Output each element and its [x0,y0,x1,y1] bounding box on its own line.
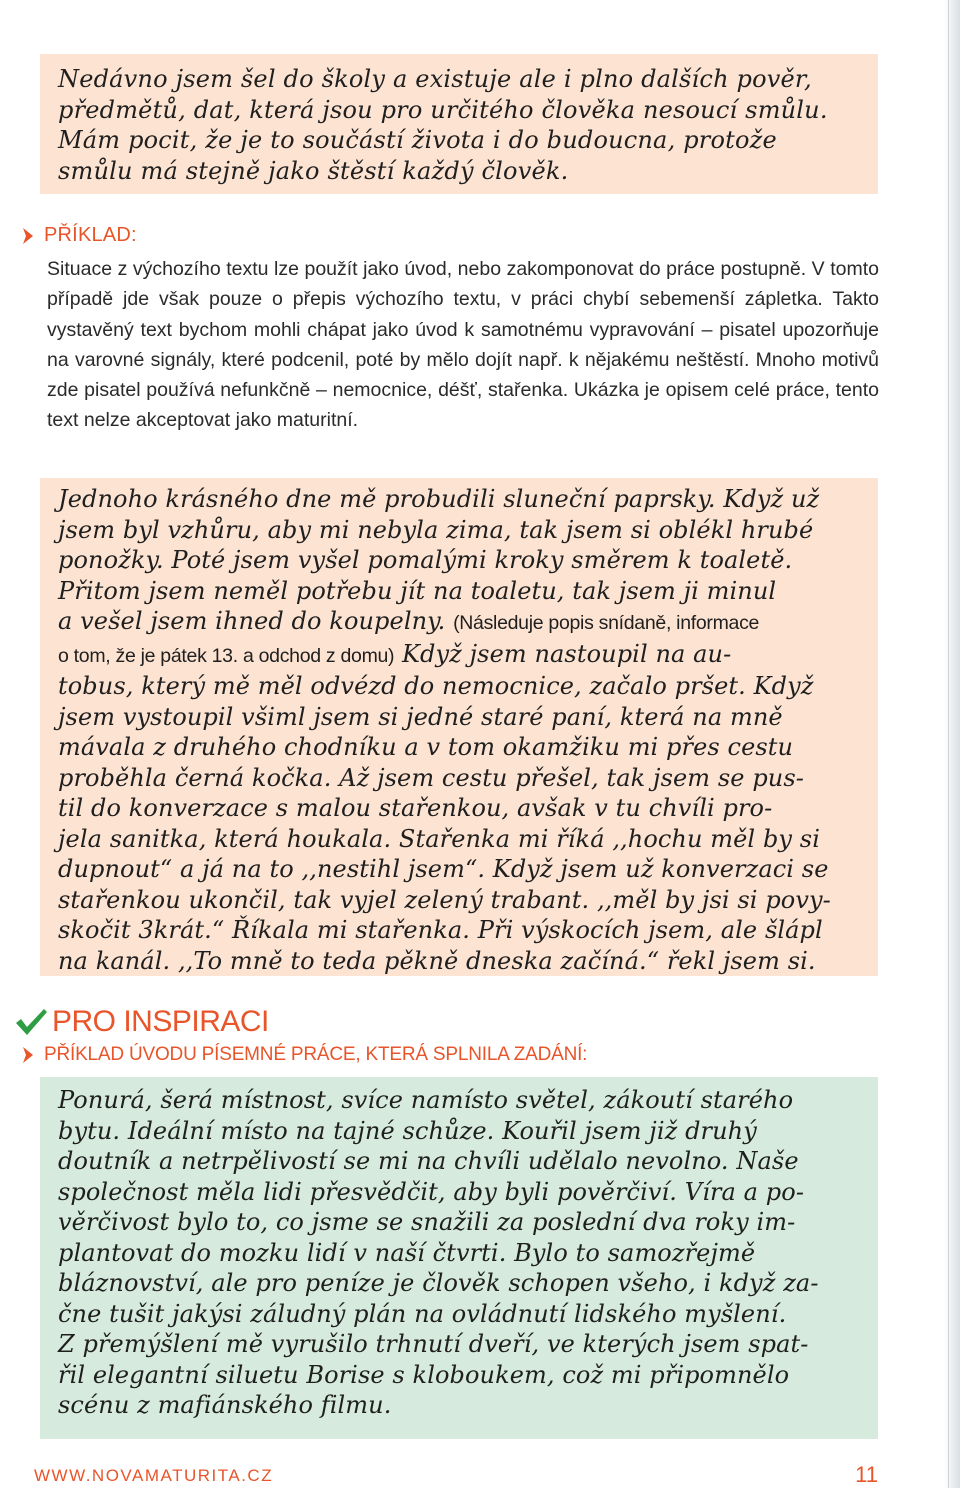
page-number: 11 [855,1462,878,1487]
story-part-1: Jednoho krásného dne mě probudili sluneční paprsky. Když už jsem byl vzhůru, aby mi nebyla zima, tak jsem si oblékl hrubé ponožky. Poté jsem vyšel pomalými kroky směrem k toaletě. Přitom jsem neměl potřebu jít na toaletu, tak jsem ji minul a vešel jsem ihned do koupelny. [58,485,820,635]
story-part-2: Když jsem nastoupil na au- tobus, který mě měl odvézd do nemocnice, začalo pršet. Když jsem vystoupil všiml jsem si jedné staré paní, která na mně mávala z druhého chodníku a v tom okamžiku mi přes cestu proběhla černá kočka. Až jsem cestu přešel, tak jsem se pus- til do konverzace s malou stařenkou, avšak v tu chvíli pro- jela sanitka, která houkala. Stařenka mi říká ,,hochu měl by si dupnout“ a já na to ,,nestihl jsem“. Když jsem už konverzaci se stařenkou ukončil, tak vyjel zelený trabant. ,,měl by jsi si povy- skočit 3krát.“ Říkala mi stařenka. Při výskocích jsem, ale šlápl na kanál. ,,To mně to teda pěkně dneska začíná.“ řekl jsem si. [58,639,831,975]
story-text-box [40,478,878,976]
story-text [58,484,860,976]
example-label [22,224,137,247]
intro-text: Nedávno jsem šel do školy a existuje ale i plno dalších pověr, předmětů, dat, která jsou pro určitého člověka nesoucí smůlu. Mám pocit, že je to součástí života i do budoucna, protože smůlu má stejně jako štěstí každý člověk. [58,65,828,185]
example-label-text: PŘÍKLAD: [44,224,137,246]
chevron-right-icon [22,1047,34,1063]
inspiration-text-box [40,1077,878,1439]
checkmark-icon [14,1007,48,1037]
inspiration-heading-text: PRO INSPIRACI [52,1005,269,1038]
inspiration-label-text: PŘÍKLAD ÚVODU PÍSEMNÉ PRÁCE, KTERÁ SPLNILA ZADÁNÍ: [44,1044,588,1065]
example-comment-text: Situace z výchozího textu lze použít jako úvod, nebo zakomponovat do práce postupně. V tomto případě jde však pouze o přepis výchozího textu, v práci chybí sebemenší zápletka. Takto vystavěný text bychom mohli chápat jako úvod k samotnému vypravování – pisatel upozorňuje na varovné signály, které podcenil, poté by mělo dojít např. k nějakému neštěstí. Mnoho motivů zde pisatel používá nefunkčně – nemocnice, déšť, stařenka. Ukázka je opisem celé práce, tento text nelze akceptovat jako maturitní. [47,258,879,432]
intro-text-box [40,54,878,194]
inspiration-label [22,1044,587,1066]
inspiration-text: Ponurá, šerá místnost, svíce namísto světel, zákoutí starého bytu. Ideální místo na tajné schůze. Kouřil jsem již druhý doutník a netrpělivostí se mi na chvíli udělalo nevolno. Naše společnost měla lidi přesvědčit, aby byli pověrčiví. Víra a po- věrčivost bylo to, co jsme se snažili za poslední dva roky im- plantovat do mozku lidí v naší čtvrti. Bylo to samozřejmě bláznovství, ale pro peníze je člověk schopen všeho, i když za- čne tušit jakýsi záludný plán na ovládnutí lidského myšlení. Z přemýšlení mě vyrušilo trhnutí dveří, ve kterých jsem spat- řil elegantní siluetu Borise s kloboukem, což mi připomnělo scénu z mafiánského filmu. [58,1086,819,1419]
story-editor-note: (Následuje popis snídaně, informace o tom, že je pátek 13. a odchod z domu) [58,612,760,667]
inspiration-heading [14,1005,269,1039]
chevron-right-icon [22,228,34,244]
page-edge [944,0,960,1488]
footer-url[interactable]: WWW.NOVAMATURITA.CZ [34,1466,274,1485]
example-comment [47,254,879,436]
